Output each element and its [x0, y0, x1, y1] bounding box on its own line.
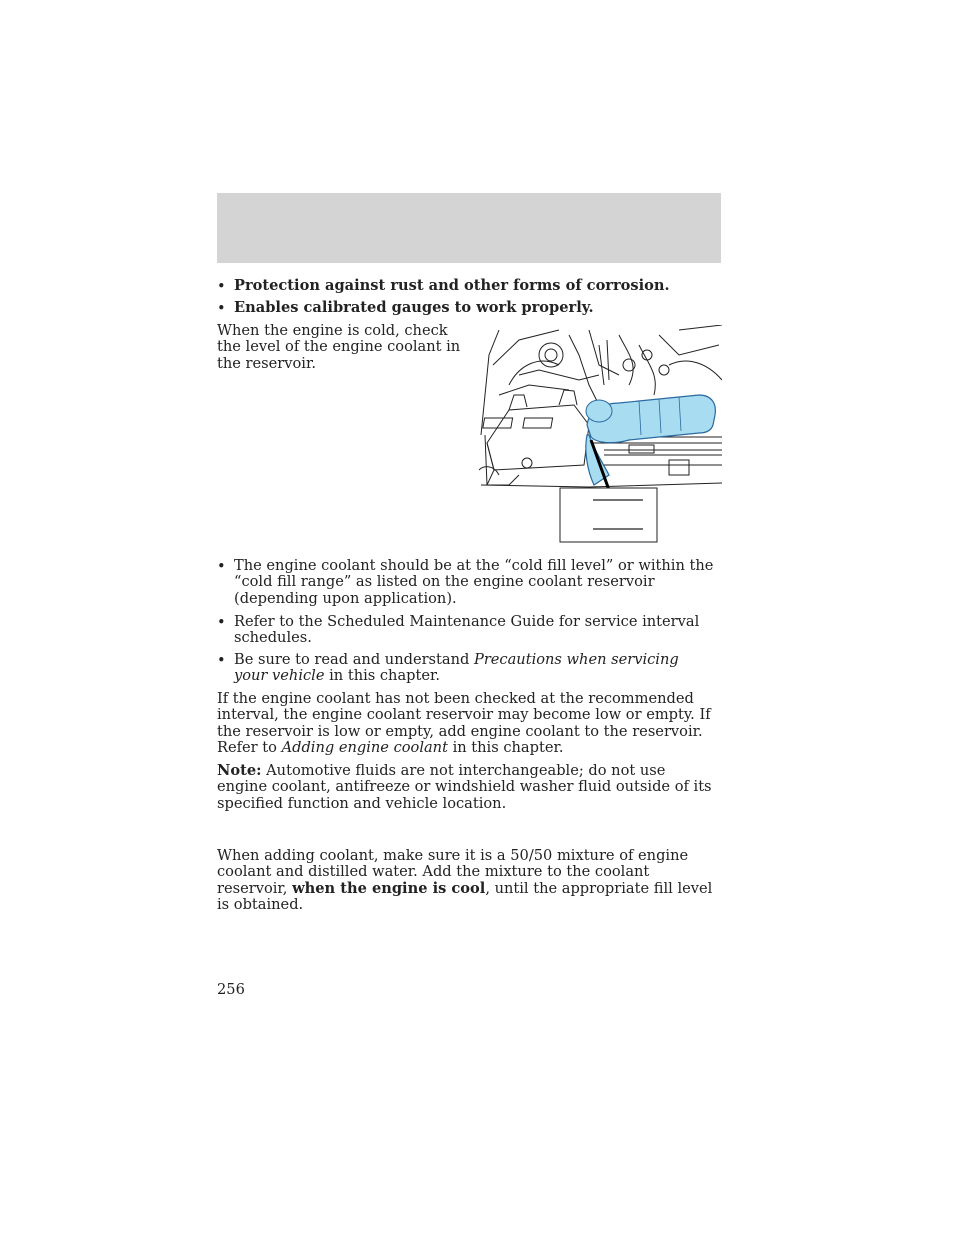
adding-coolant-text: When adding coolant, make sure it is a 50/50 mixture of engine coolant and distilled water. Add the mixture to the coolant reservoir, — [217, 847, 689, 897]
engine-cool-emphasis: when the engine is cool — [292, 879, 486, 897]
bullet-precautions — [234, 652, 714, 685]
precautions-text-post: in this chapter. — [324, 667, 441, 685]
bullet-gauges: Enables calibrated gauges to work properly. — [234, 299, 594, 316]
engine-coolant-reservoir-illustration — [479, 325, 722, 547]
reservoir-low-text: If the engine coolant has not been checked at the recommended interval, the engine coolant reservoir may become low or empty. If the reservoir is low or empty, add engine coolant to the reservoir. Refer to — [217, 690, 711, 757]
check-coolant-text: When the engine is cold, check the level of the engine coolant in the reservoir. — [217, 322, 461, 372]
reservoir-low-text-post: in this chapter. — [447, 739, 564, 757]
bullet-cold-fill-level: The engine coolant should be at the “cold fill level” or within the “cold fill range” as listed on the engine coolant reservoir (depending upon application). — [234, 557, 714, 607]
bullet-marker: • — [217, 614, 226, 631]
reservoir-low-paragraph — [217, 691, 725, 757]
precautions-reference: Precautions when servicing your vehicle — [234, 651, 679, 685]
fluids-note — [217, 763, 717, 812]
adding-coolant-text-post: , until the appropriate fill level is obtained. — [217, 879, 713, 914]
bullet-maintenance-guide: Refer to the Scheduled Maintenance Guide for service interval schedules. — [234, 613, 700, 647]
header-band — [217, 193, 721, 263]
bullet-corrosion: Protection against rust and other forms of corrosion. — [234, 277, 670, 294]
bullet-marker: • — [217, 652, 226, 669]
adding-coolant-reference: Adding engine coolant — [281, 739, 448, 757]
adding-coolant-paragraph — [217, 848, 717, 914]
note-text: Automotive fluids are not interchangeable; do not use engine coolant, antifreeze or windshield washer fluid outside of its specified function and vehicle location. — [217, 762, 712, 812]
precautions-text-pre: Be sure to read and understand — [234, 651, 474, 668]
note-label: Note: — [217, 762, 262, 779]
page-number: 256 — [217, 981, 245, 998]
bullet-marker: • — [217, 558, 226, 575]
bullet-marker: • — [217, 278, 226, 295]
bullet-marker: • — [217, 300, 226, 317]
